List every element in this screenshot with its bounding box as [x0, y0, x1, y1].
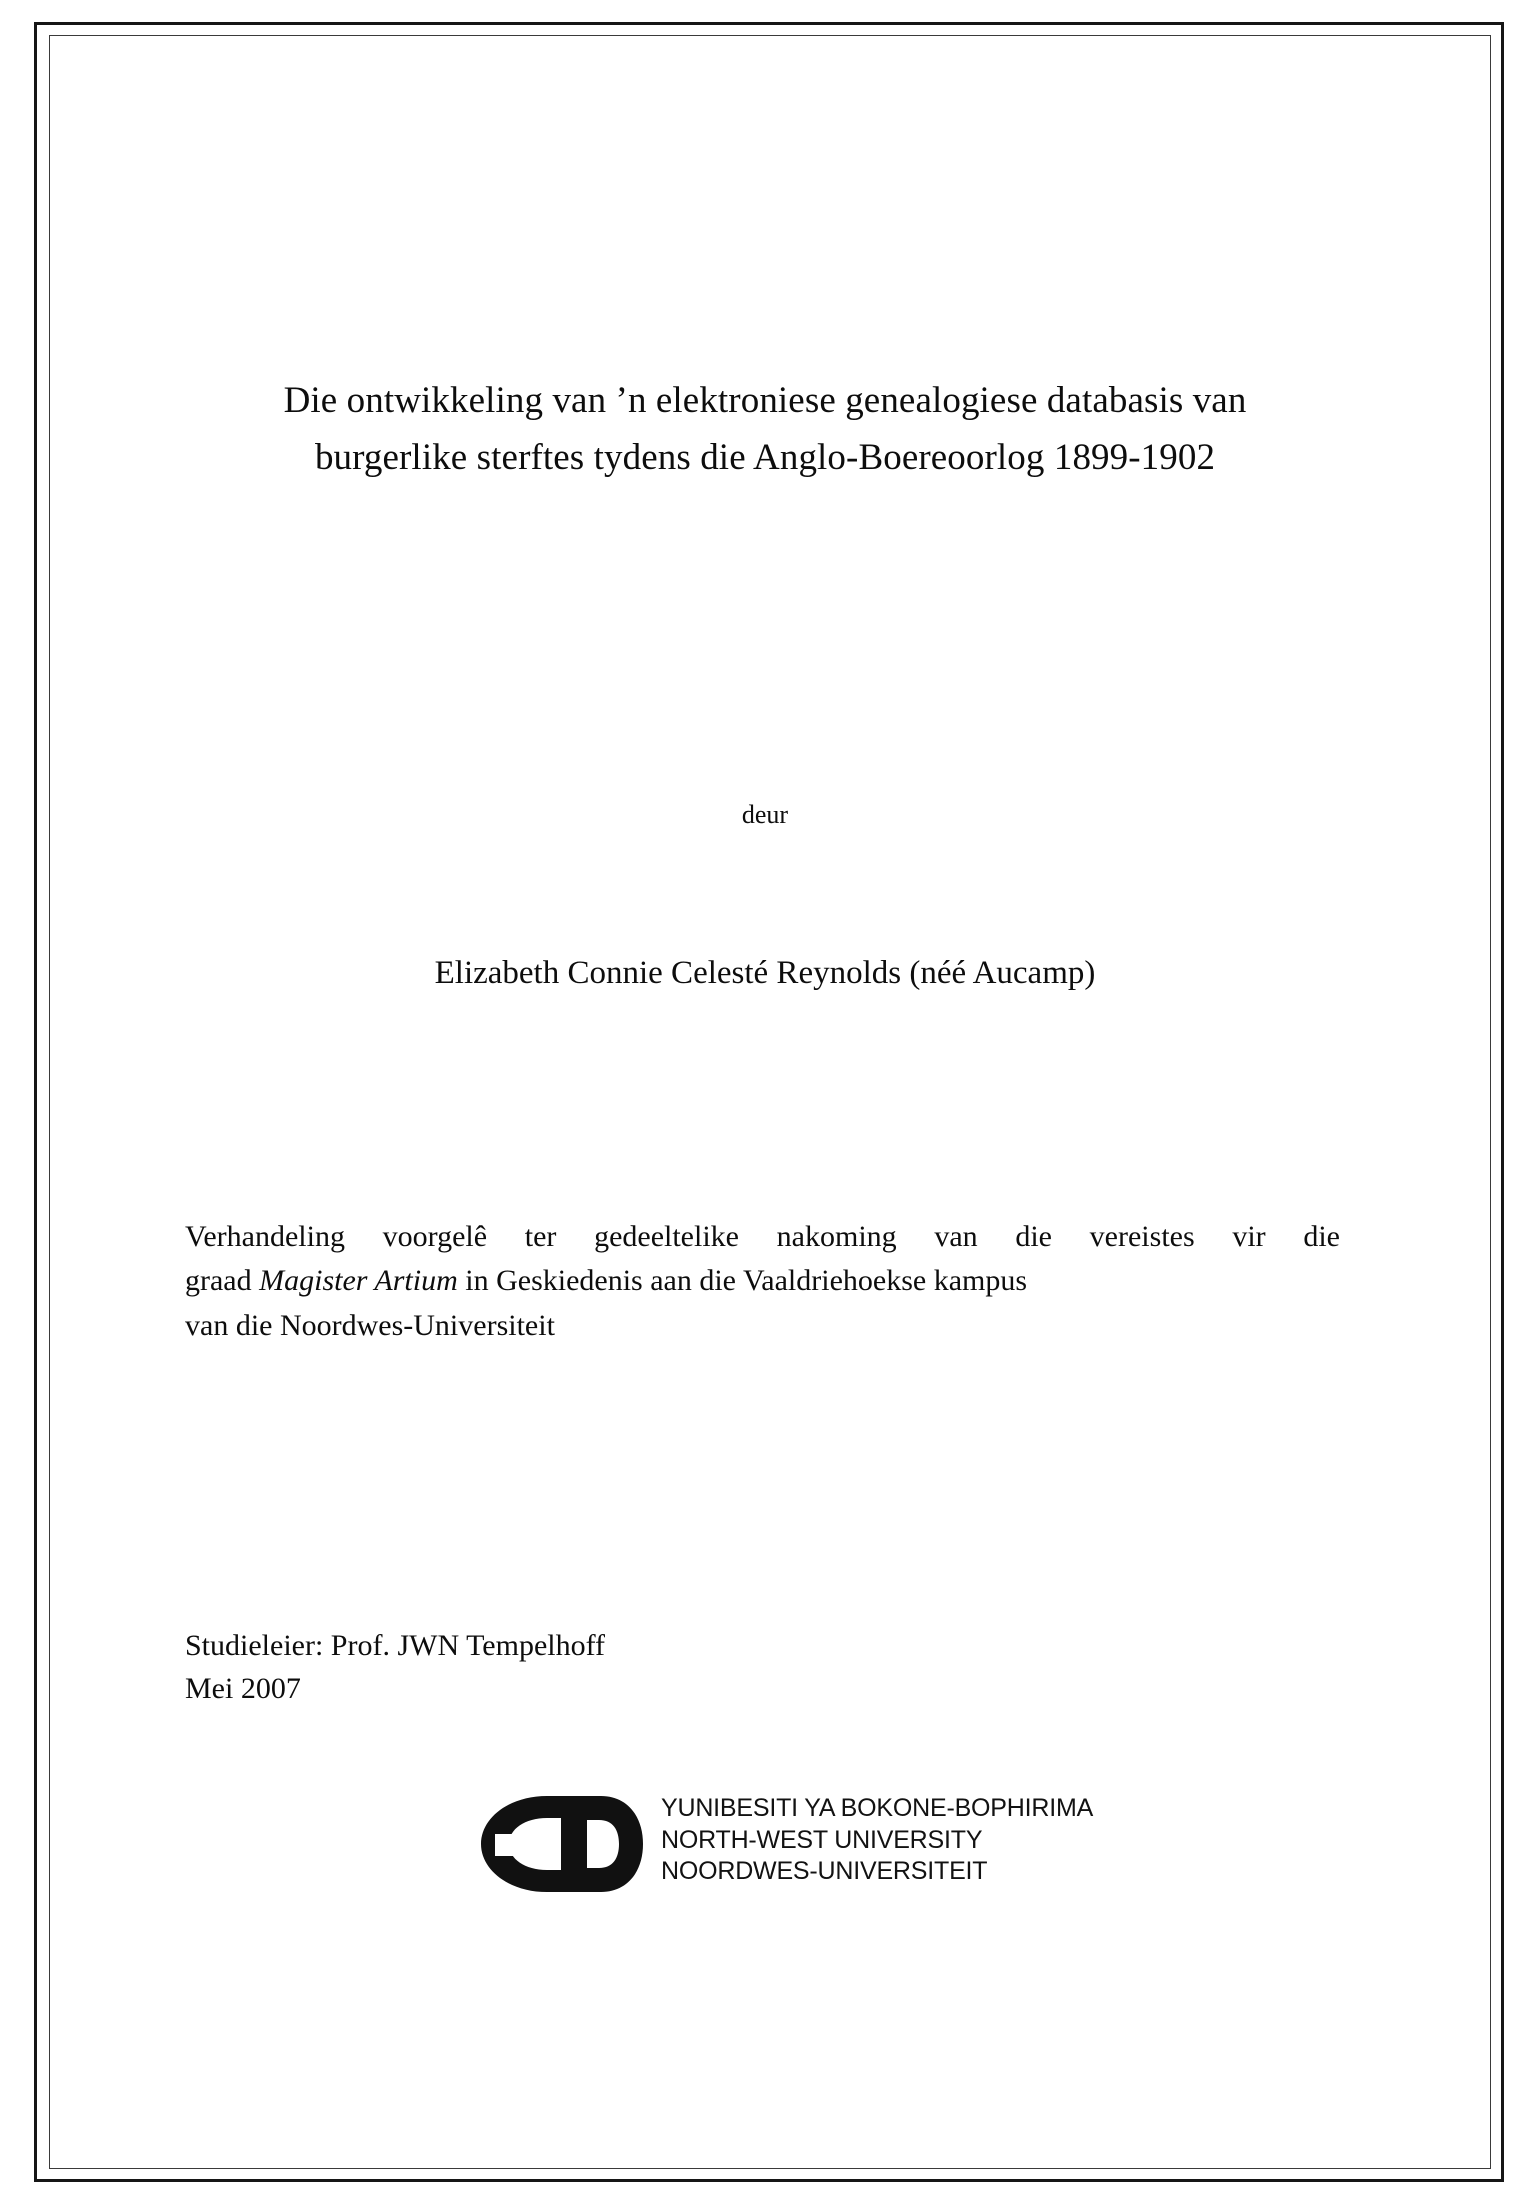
degree-statement-line-2	[185, 1259, 1340, 1303]
university-logo-text	[661, 1793, 1093, 1888]
north-west-university-logo-icon	[465, 1790, 650, 1898]
logo-text-line-2: NORTH-WEST UNIVERSITY	[661, 1825, 983, 1854]
page-title	[185, 372, 1345, 487]
degree-statement-line-2-before: graad	[185, 1264, 260, 1298]
degree-statement-line-1: Verhandeling voorgelê ter gedeeltelike nakoming van die vereistes vir die	[185, 1220, 1340, 1253]
byline-label: deur	[741, 800, 789, 829]
degree-statement-line-3: van die Noordwes-Universiteit	[185, 1308, 555, 1342]
author-name: Elizabeth Connie Celesté Reynolds (néé Aucamp)	[434, 955, 1096, 991]
degree-name: Magister Artium	[259, 1264, 458, 1298]
supervisor-block	[185, 1625, 1345, 1710]
title-page-content	[185, 0, 1345, 2206]
date-line: Mei 2007	[185, 1671, 301, 1705]
logo-text-line-3: NOORDWES-UNIVERSITEIT	[661, 1857, 988, 1885]
logo-text-line-1: YUNIBESITI YA BOKONE-BOPHIRIMA	[661, 1794, 1094, 1822]
title-line-2: burgerlike sterftes tydens die Anglo-Boereoorlog 1899-1902	[314, 437, 1216, 479]
university-logo-block	[465, 1790, 1105, 1910]
title-line-1: Die ontwikkeling van ’n elektroniese genealogiese databasis van	[283, 380, 1247, 421]
degree-statement	[185, 1215, 1340, 1348]
supervisor-line: Studieleier: Prof. JWN Tempelhoff	[185, 1629, 606, 1662]
degree-statement-line-2-after: in Geskiedenis aan die Vaaldriehoekse kampus	[457, 1264, 1028, 1298]
